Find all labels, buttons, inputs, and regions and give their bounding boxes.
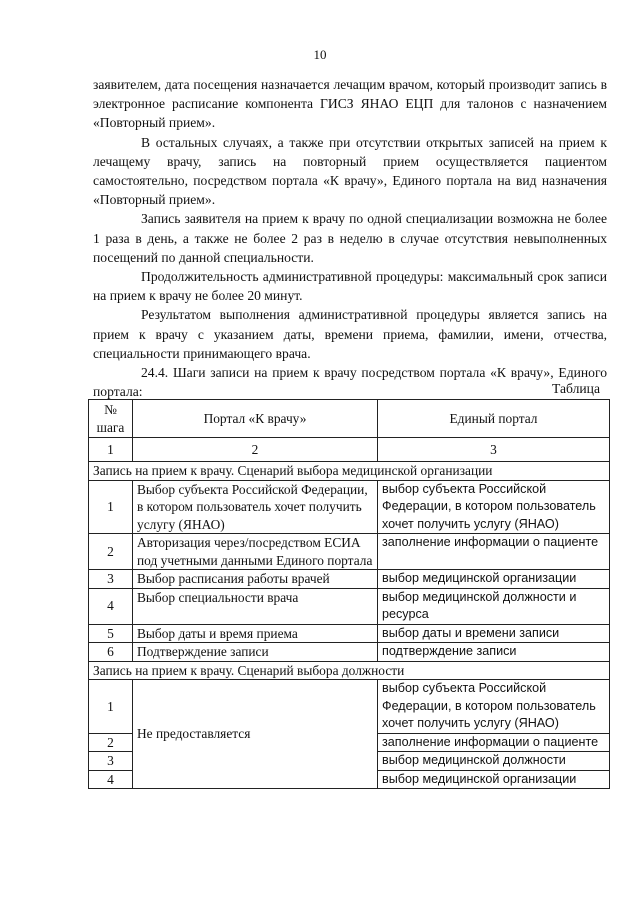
table-row — [89, 570, 610, 589]
step-number: 6 — [89, 643, 133, 662]
column-number: 1 — [89, 438, 133, 462]
table-header-row — [89, 400, 610, 438]
header-k-vrachu: Портал «К врачу» — [133, 400, 378, 438]
k-vrachu-step: Выбор даты и время приема — [133, 624, 378, 643]
k-vrachu-step: Выбор расписания работы врачей — [133, 570, 378, 589]
column-number: 2 — [133, 438, 378, 462]
table-row — [89, 480, 610, 534]
section-row — [89, 661, 610, 680]
section-title: Запись на прием к врачу. Сценарий выбора должности — [89, 661, 610, 680]
step-number: 2 — [89, 534, 133, 570]
table-row — [89, 680, 610, 734]
table-row — [89, 624, 610, 643]
table-row — [89, 534, 610, 570]
not-provided-cell: Не предоставляется — [133, 680, 378, 789]
edinyi-portal-step: подтверждение записи — [378, 643, 610, 662]
table-row — [89, 588, 610, 624]
edinyi-portal-step: выбор даты и времени записи — [378, 624, 610, 643]
edinyi-portal-step: выбор медицинской должности — [378, 752, 610, 771]
k-vrachu-step: Подтверждение записи — [133, 643, 378, 662]
step-number: 3 — [89, 752, 133, 771]
paragraph: Запись заявителя на прием к врачу по одной специализации возможна не более 1 раза в день, а также не более 2 раз в неделю в случае отсутствия невыполненных посещений по данной специальности. — [93, 211, 607, 265]
table-caption: Таблица — [552, 381, 600, 396]
paragraph: В остальных случаях, а также при отсутствии открытых записей на прием к лечащему врачу, запись на повторный прием осуществляется пациентом самостоятельно, посредством портала «К врачу», Единого портала на вид назначения «Повторный прием». — [93, 134, 607, 208]
step-number: 4 — [89, 588, 133, 624]
column-number-row — [89, 438, 610, 462]
body-text — [93, 75, 607, 401]
edinyi-portal-step: заполнение информации о пациенте — [378, 534, 610, 570]
header-edinyi-portal: Единый портал — [378, 400, 610, 438]
step-number: 5 — [89, 624, 133, 643]
k-vrachu-step: Выбор субъекта Российской Федерации, в котором пользователь хочет получить услугу (ЯНАО) — [133, 480, 378, 534]
edinyi-portal-step: выбор медицинской должности и ресурса — [378, 588, 610, 624]
paragraph: Результатом выполнения административной процедуры является запись на прием к врачу с указанием даты, времени приема, фамилии, имени, отчества, специальности принимающего врача. — [93, 307, 607, 361]
step-number: 2 — [89, 733, 133, 752]
table-row — [89, 643, 610, 662]
section-title: Запись на прием к врачу. Сценарий выбора медицинской организации — [89, 462, 610, 481]
edinyi-portal-step: выбор субъекта Российской Федерации, в котором пользователь хочет получить услугу (ЯНАО) — [378, 680, 610, 734]
edinyi-portal-step: выбор медицинской организации — [378, 770, 610, 789]
header-step-number: № шага — [89, 400, 133, 438]
k-vrachu-step: Выбор специальности врача — [133, 588, 378, 624]
edinyi-portal-step: выбор медицинской организации — [378, 570, 610, 589]
edinyi-portal-step: выбор субъекта Российской Федерации, в котором пользователь хочет получить услугу (ЯНАО) — [378, 480, 610, 534]
steps-table — [88, 399, 610, 789]
paragraph: Продолжительность административной процедуры: максимальный срок записи на прием к врачу не более 20 минут. — [93, 269, 607, 304]
paragraph: 24.4. Шаги записи на прием к врачу посредством портала «К врачу», Единого портала: — [93, 365, 607, 400]
section-row — [89, 462, 610, 481]
k-vrachu-step: Авторизация через/посредством ЕСИА под учетными данными Единого портала — [133, 534, 378, 570]
edinyi-portal-step: заполнение информации о пациенте — [378, 733, 610, 752]
column-number: 3 — [378, 438, 610, 462]
step-number: 4 — [89, 770, 133, 789]
page-number: 10 — [313, 47, 327, 62]
step-number: 3 — [89, 570, 133, 589]
step-number: 1 — [89, 680, 133, 734]
paragraph: заявителем, дата посещения назначается лечащим врачом, который производит запись в электронное расписание компонента ГИСЗ ЯНАО ЕЦП для талонов с назначением «Повторный прием». — [93, 77, 607, 131]
step-number: 1 — [89, 480, 133, 534]
